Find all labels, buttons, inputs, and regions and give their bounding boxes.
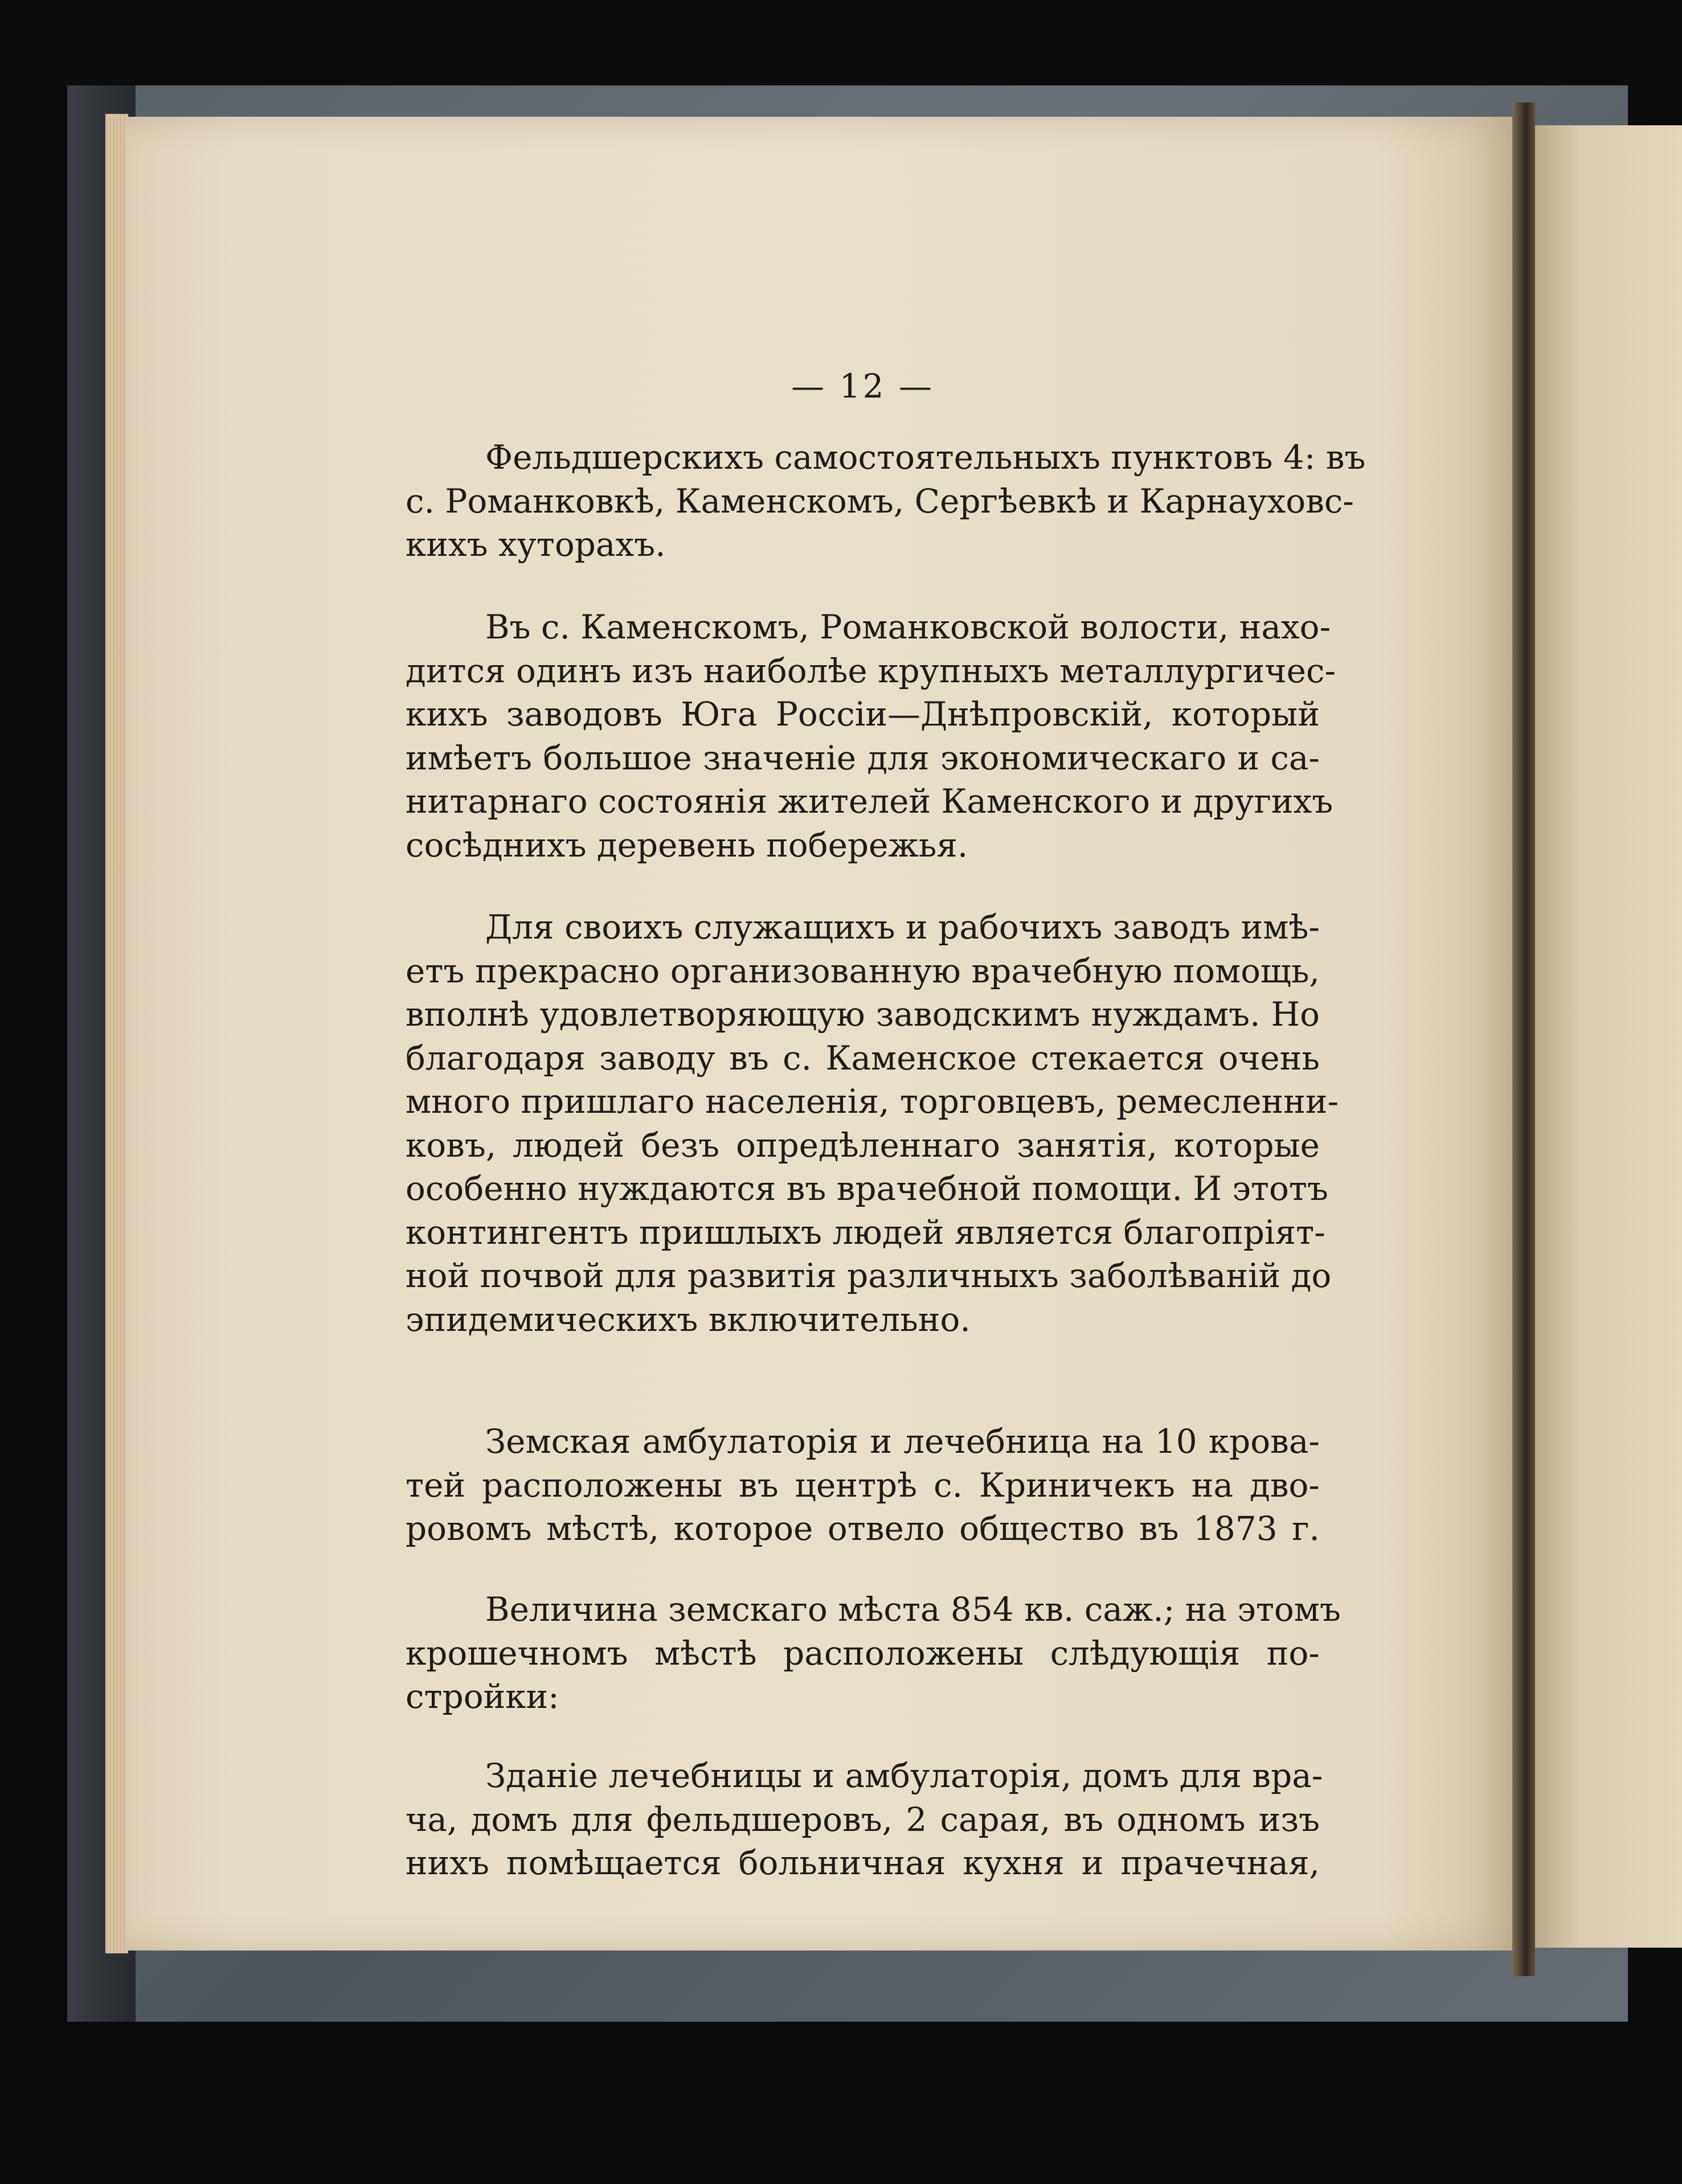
paragraph-2 — [406, 605, 1336, 867]
text-line: вполнѣ удовлетворяющую заводскимъ нуждамъ. Но — [406, 995, 1320, 1034]
text-line: имѣетъ большое значеніе для экономическаго и са- — [406, 738, 1320, 777]
text-line: тей расположены въ центрѣ с. Криничекъ на дво- — [406, 1465, 1320, 1505]
text-line: сосѣднихъ деревень побережья. — [406, 825, 968, 864]
text-line: ча, домъ для фельдшеровъ, 2 сарая, въ одномъ изъ — [406, 1800, 1320, 1839]
paragraph-4 — [406, 1420, 1320, 1551]
text-line: Величина земскаго мѣста 854 кв. саж.; на этомъ — [485, 1590, 1341, 1629]
text-line: благодаря заводу въ с. Каменское стекается очень — [406, 1038, 1320, 1077]
text-line: дится одинъ изъ наиболѣе крупныхъ металлургичес- — [406, 651, 1336, 690]
text-line: нитарнаго состоянія жителей Каменского и другихъ — [406, 782, 1333, 821]
paragraph-3 — [406, 905, 1339, 1341]
text-line: много пришлаго населенія, торговцевъ, ремесленни- — [406, 1082, 1339, 1121]
text-line: особенно нуждаются въ врачебной помощи. И этотъ — [406, 1169, 1328, 1208]
text-line: контингентъ пришлыхъ людей является благопріят- — [406, 1212, 1325, 1252]
text-line: кихъ хуторахъ. — [406, 525, 666, 564]
text-line: ровомъ мѣстѣ, которое отвело общество въ 1873 г. — [406, 1509, 1320, 1548]
right-page-edge — [1535, 125, 1682, 1948]
text-line: с. Романковкѣ, Каменскомъ, Сергѣевкѣ и Карнауховс- — [406, 481, 1354, 521]
book-gutter — [1512, 103, 1535, 1976]
text-line: Для своихъ служащихъ и рабочихъ заводъ имѣ- — [485, 908, 1320, 946]
text-line: ковъ, людей безъ опредѣленнаго занятія, которые — [406, 1125, 1320, 1165]
paragraph-6 — [406, 1754, 1323, 1885]
paragraph-5 — [406, 1588, 1341, 1719]
text-line: нихъ помѣщается больничная кухня и прачечная, — [406, 1843, 1320, 1882]
text-line: Земская амбулаторія и лечебница на 10 крова- — [485, 1422, 1320, 1461]
text-line: етъ прекрасно организованную врачебную помощь, — [406, 951, 1320, 990]
page-number: — 12 — — [791, 367, 934, 405]
text-line: Фельдшерскихъ самостоятельныхъ пунктовъ 4: въ — [485, 438, 1366, 477]
text-line: Въ с. Каменскомъ, Романковской волости, нахо- — [485, 608, 1331, 646]
text-line: эпидемическихъ включительно. — [406, 1300, 971, 1339]
text-line: Зданіе лечебницы и амбулаторія, домъ для вра- — [485, 1756, 1323, 1795]
page-edges — [105, 114, 128, 1953]
paragraph-1 — [406, 436, 1366, 567]
text-line: стройки: — [406, 1677, 559, 1716]
text-line: ной почвой для развитія различныхъ заболѣваній до — [406, 1256, 1332, 1295]
text-line: кихъ заводовъ Юга Россіи—Днѣпровскій, который — [406, 695, 1320, 734]
text-line: крошечномъ мѣстѣ расположены слѣдующія по- — [406, 1633, 1320, 1673]
